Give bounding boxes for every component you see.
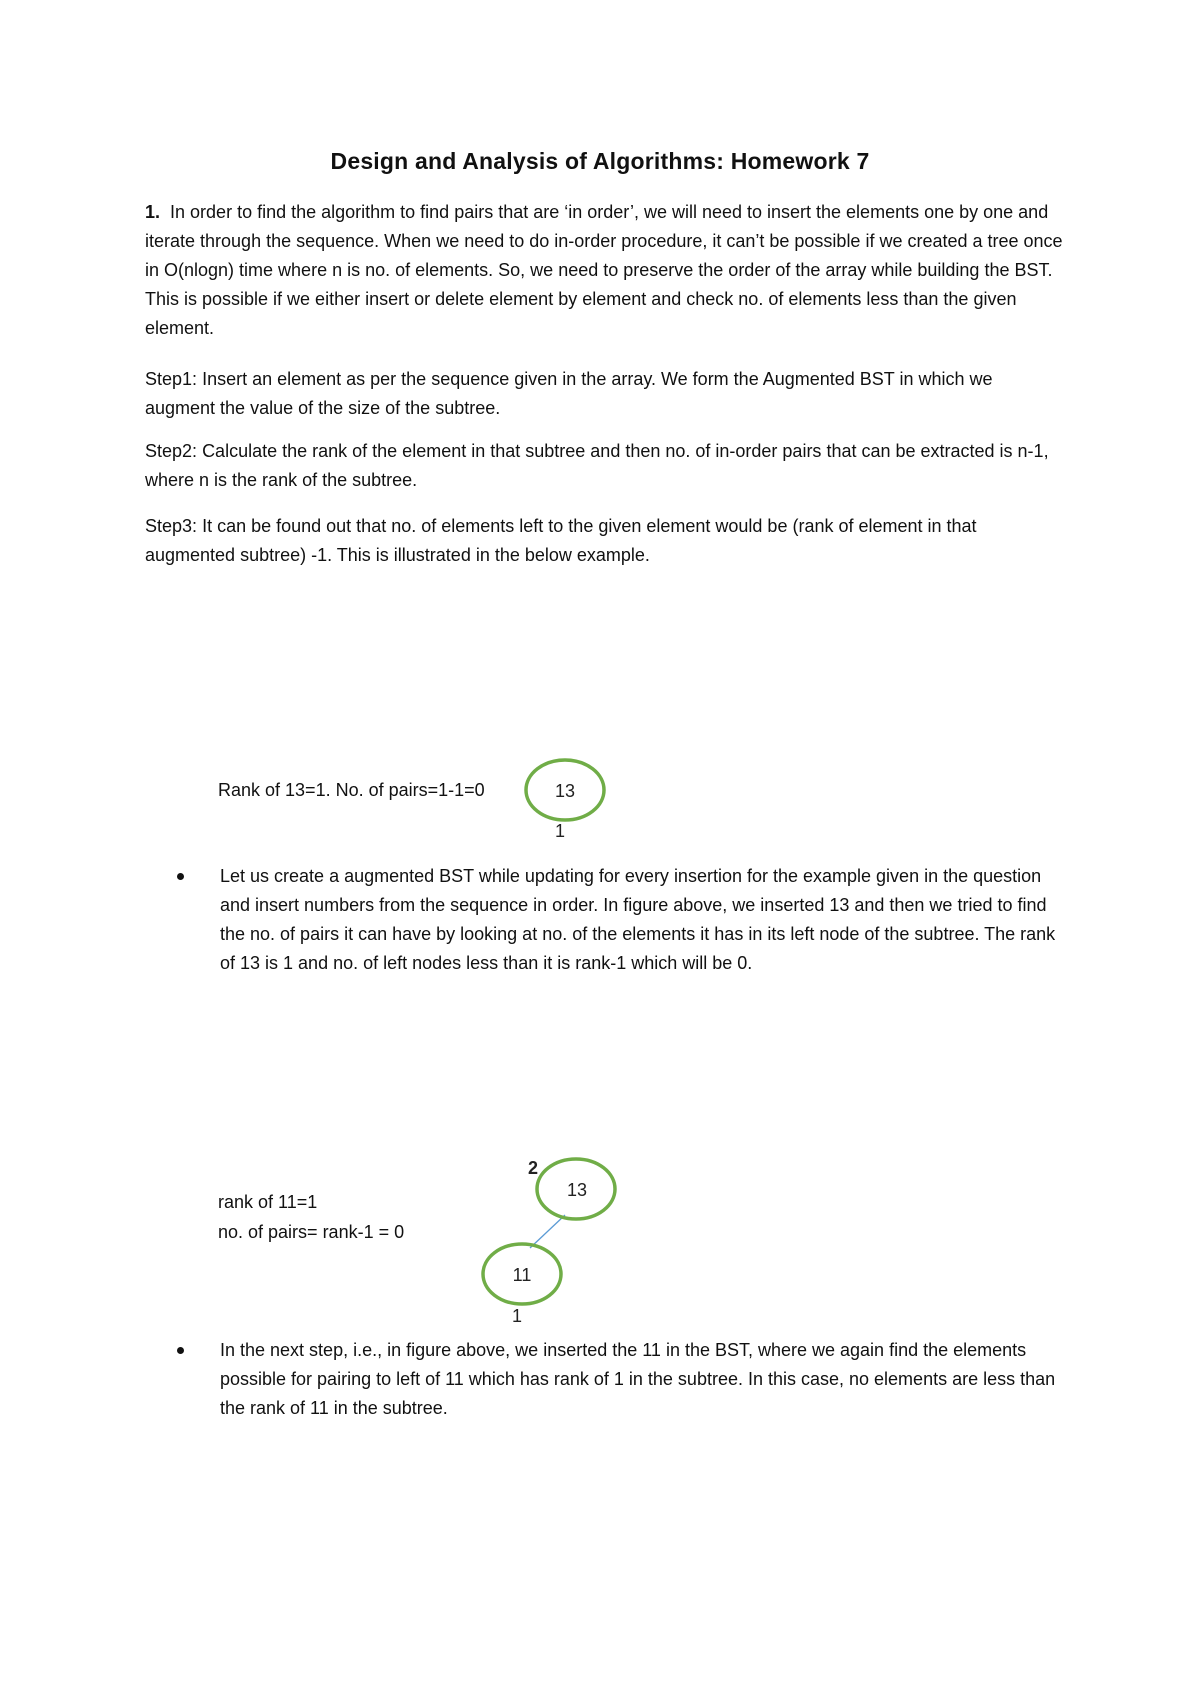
figure-2-root-size: 2 [527, 1158, 539, 1178]
figure-2-caption-line-2: no. of pairs= rank-1 = 0 [218, 1222, 405, 1242]
step-2-paragraph [145, 437, 1065, 495]
figure-1-tree [520, 748, 620, 848]
document-title: Design and Analysis of Algorithms: Homework 7 [330, 148, 870, 174]
bullet-icon [177, 873, 184, 880]
intro-paragraph [145, 198, 1065, 343]
bullet-icon [177, 1347, 184, 1354]
step-2-text: Calculate the rank of the element in that subtree and then no. of in-order pairs that can be extracted is n-1, where n is the rank of the subtree. [145, 441, 1049, 490]
figure-2-caption-line-1: rank of 11=1 [218, 1192, 318, 1212]
question-number: 1. [145, 202, 161, 222]
figure-2-root-value: 13 [566, 1180, 588, 1200]
figure-2-edge [530, 1215, 565, 1248]
figure-2-child-size: 1 [511, 1306, 523, 1326]
step-1-paragraph [145, 365, 1065, 423]
step-2-label: Step2: [145, 441, 198, 461]
figure-1-node-size: 1 [554, 821, 566, 841]
step-1-label: Step1: [145, 369, 198, 389]
figure-2-tree [470, 1150, 650, 1330]
step-1-text: Insert an element as per the sequence given in the array. We form the Augmented BST in which we augment the value of the size of the subtree. [145, 369, 993, 418]
intro-text: In order to find the algorithm to find pairs that are ‘in order’, we will need to insert the elements one by one and iterate through the sequence. When we need to do in-order procedure, it can’t be possible if we created a tree once in O(nlogn) time where n is no. of elements. So, we need to preserve the order of the array while building the BST. This is possible if we either insert or delete element by element and check no. of elements less than the given element. [145, 202, 1063, 338]
step-3-label: Step3: [145, 516, 198, 536]
figure-2-child-value: 11 [512, 1265, 532, 1285]
bullet-1-text: Let us create a augmented BST while updating for every insertion for the example given in the question and insert numbers from the sequence in order. In figure above, we inserted 13 and then we tried to find the no. of pairs it can have by looking at no. of the elements it has in its left node of the subtree. The rank of 13 is 1 and no. of left nodes less than it is rank-1 which will be 0. [220, 866, 1056, 973]
figure-1-node-value: 13 [554, 781, 576, 801]
step-3-paragraph [145, 512, 1065, 570]
bullet-2-text: In the next step, i.e., in figure above, we inserted the 11 in the BST, where we again find the elements possible for pairing to left of 11 which has rank of 1 in the subtree. In this case, no elements are less than the rank of 11 in the subtree. [220, 1340, 1056, 1418]
step-3-text: It can be found out that no. of elements left to the given element would be (rank of element in that augmented subtree) -1. This is illustrated in the below example. [145, 516, 977, 565]
figure-1-caption: Rank of 13=1. No. of pairs=1-1=0 [218, 780, 485, 800]
